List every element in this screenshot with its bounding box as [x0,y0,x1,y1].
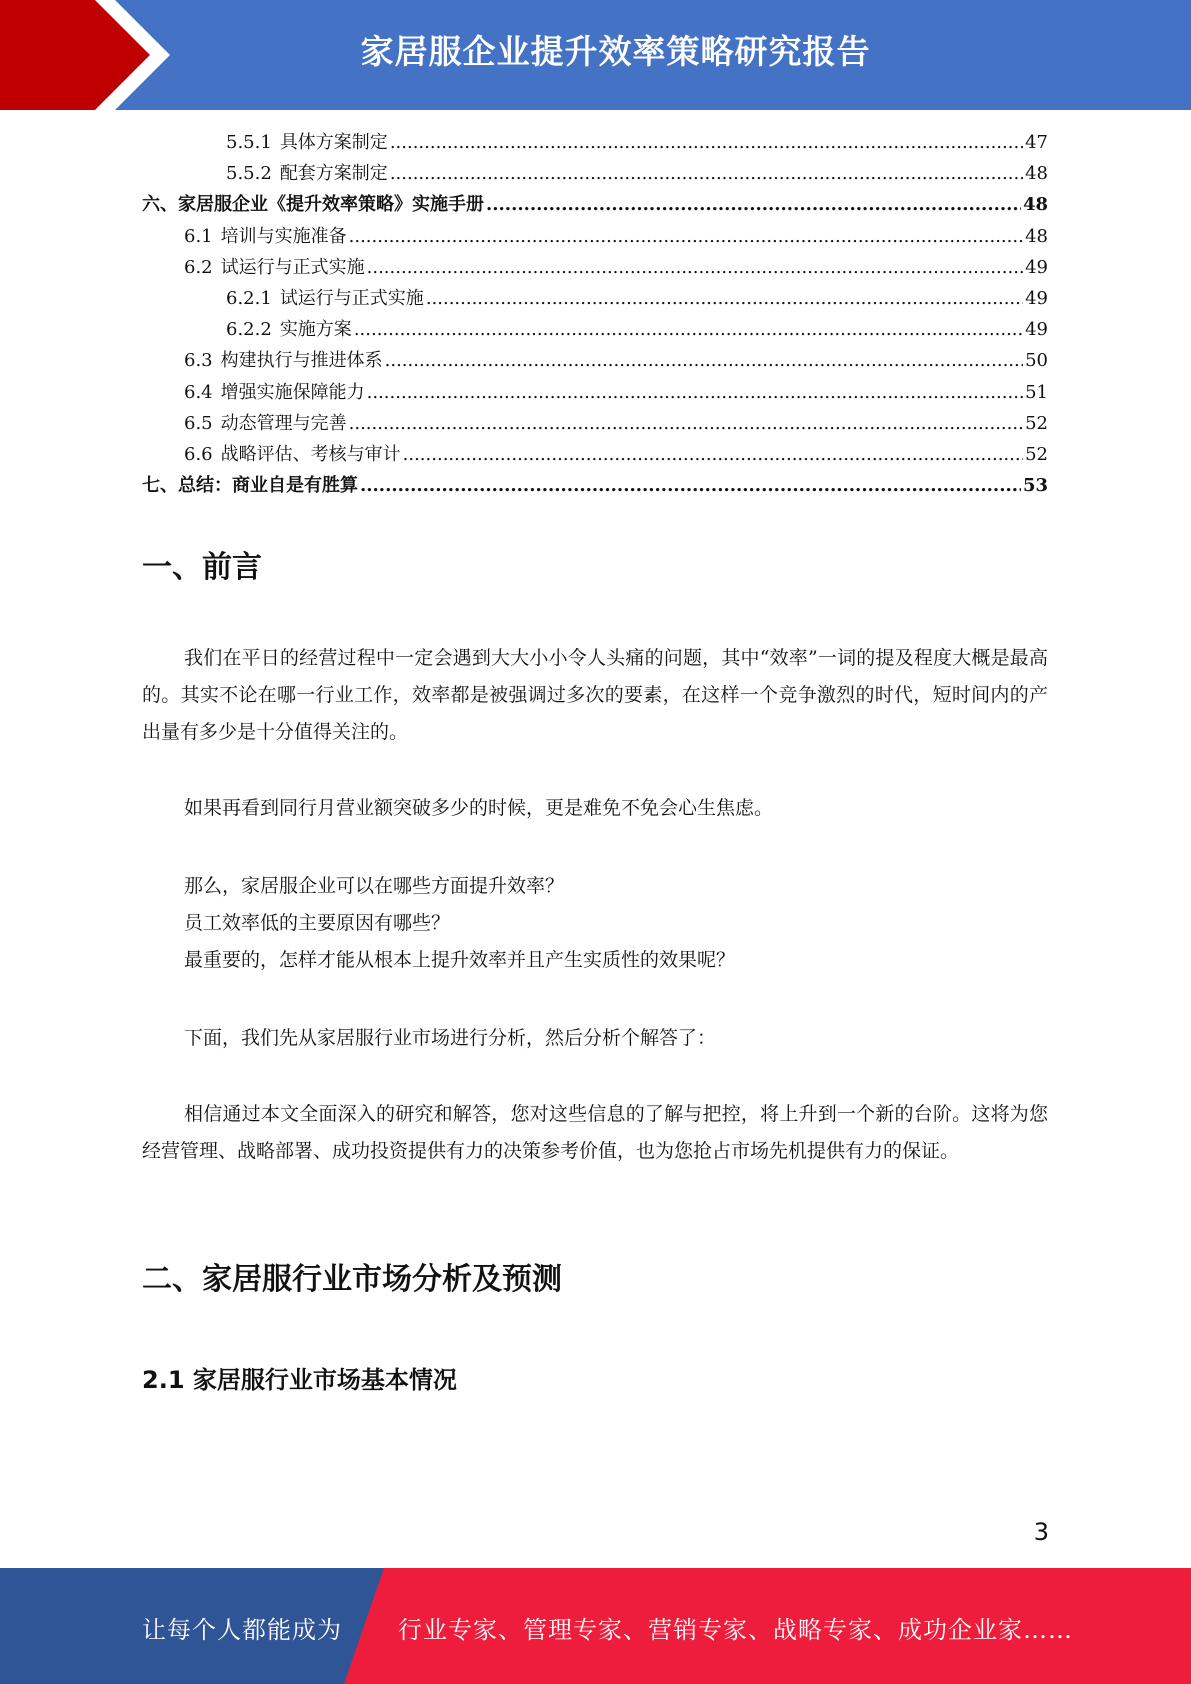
question: 最重要的，怎样才能从根本上提升效率并且产生实质性的效果呢？ [184,949,736,971]
toc-entry[interactable] [142,128,1048,159]
toc-leader-dots [426,288,1023,309]
page-footer [0,1568,1191,1684]
toc-entry[interactable] [142,315,1048,346]
toc-entry-number: 6.1 [184,225,213,247]
toc-entry[interactable] [142,378,1048,409]
toc-leader-dots [390,132,1023,153]
toc-entry-number: 6.6 [184,443,213,465]
toc-entry-title: 七、总结：商业自是有胜算 [142,475,358,497]
toc-entry-title: 配套方案制定 [279,163,388,185]
toc-entry[interactable] [142,284,1048,315]
section-heading-market: 二、家居服行业市场分析及预测 [142,1262,562,1297]
toc-entry-title: 具体方案制定 [279,132,388,153]
toc-entry[interactable] [142,159,1048,190]
toc-leader-dots [403,444,1023,465]
toc-entry-title: 动态管理与完善 [220,412,347,434]
toc-leader-dots [390,163,1023,184]
toc-entry-page: 50 [1025,350,1048,372]
toc-leader-dots [349,226,1023,247]
toc-leader-dots [367,382,1023,403]
toc-entry[interactable] [142,471,1048,502]
paragraph: 如果再看到同行月营业额突破多少的时候，更是难免不免会心生焦虑。 [184,797,774,819]
toc-entry-page: 49 [1025,287,1048,309]
section-heading-preface: 一、前言 [142,550,262,585]
toc-entry-title: 试运行与正式实施 [279,287,424,309]
toc-leader-dots [486,194,1021,215]
toc-entry[interactable] [142,222,1048,253]
toc-entry-title: 增强实施保障能力 [220,381,365,403]
page-number: 3 [1033,1518,1049,1546]
footer-slogan-right: 行业专家、管理专家、营销专家、战略专家、成功企业家…… [398,1616,1073,1644]
toc-entry-number: 6.5 [184,412,213,434]
toc-entry-title: 试运行与正式实施 [220,256,365,278]
toc-entry-title: 实施方案 [279,319,352,341]
toc-leader-dots [367,257,1023,278]
toc-entry-page: 49 [1025,256,1048,278]
toc-entry-number: 6.3 [184,350,213,372]
toc-entry-number: 6.2 [184,256,213,278]
toc-entry-number: 6.4 [184,381,213,403]
page-header [0,0,1191,110]
toc-leader-dots [354,319,1023,340]
paragraph: 我们在平日的经营过程中一定会遇到大大小小令人头痛的问题，其中“效率”一词的提及程度大概是最高的。其实不论在哪一行业工作，效率都是被强调过多次的要素，在这样一个竞争激烈的时代，短时间内的产出量有多少是十分值得关注的。 [142,647,1048,743]
header-title: 家居服企业提升效率策略研究报告 [360,32,871,71]
toc-entry-page: 53 [1022,475,1048,497]
toc-leader-dots [385,350,1023,371]
question: 员工效率低的主要原因有哪些？ [184,912,451,934]
paragraph: 相信通过本文全面深入的研究和解答，您对这些信息的了解与把控，将上升到一个新的台阶。这将为您经营管理、战略部署、成功投资提供有力的决策参考价值，也为您抢占市场先机提供有力的保证。 [142,1103,1048,1162]
toc-entry-title: 六、家居服企业《提升效率策略》实施手册 [142,194,484,216]
toc-entry-page: 48 [1022,194,1048,216]
toc-entry-number: 6.2.1 [226,287,272,309]
toc-entry[interactable] [142,253,1048,284]
toc-leader-dots [349,413,1023,434]
toc-entry-page: 52 [1025,412,1048,434]
toc-entry[interactable] [142,409,1048,440]
toc-entry-title: 战略评估、考核与审计 [220,443,401,465]
toc-entry-page: 51 [1025,381,1048,403]
paragraph: 下面，我们先从家居服行业市场进行分析，然后分析个解答了： [184,1027,717,1049]
toc-entry-page: 48 [1025,225,1048,247]
footer-slogan-left: 让每个人都能成为 [142,1616,342,1644]
toc-entry-page: 49 [1025,319,1048,341]
toc-entry-number: 5.5.2 [226,163,272,185]
toc-leader-dots [360,475,1021,496]
toc-entry-number: 5.5.1 [226,132,272,153]
toc-entry[interactable] [142,190,1048,221]
toc-entry-page: 47 [1025,132,1048,153]
toc-entry-page: 48 [1025,163,1048,185]
toc-entry-title: 构建执行与推进体系 [220,350,383,372]
toc-entry-number: 6.2.2 [226,319,272,341]
question: 那么，家居服企业可以在哪些方面提升效率？ [184,875,565,897]
subsection-heading: 2.1 家居服行业市场基本情况 [142,1366,457,1394]
toc-entry-page: 52 [1025,443,1048,465]
table-of-contents [142,128,1048,502]
toc-entry-title: 培训与实施准备 [220,225,347,247]
toc-entry[interactable] [142,346,1048,377]
toc-entry[interactable] [142,440,1048,471]
